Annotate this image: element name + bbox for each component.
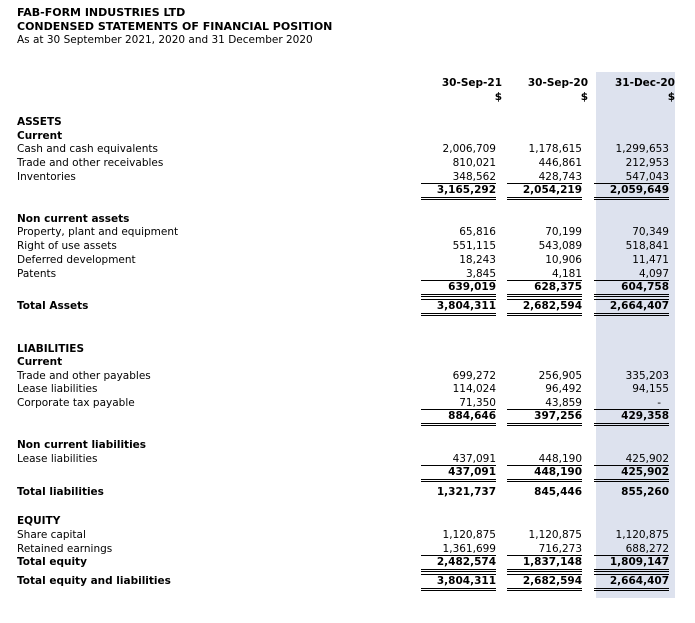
subtotal-cell: 437,091 xyxy=(421,465,496,482)
value-cell: 94,155 xyxy=(632,383,669,395)
total-cell: 2,664,407 xyxy=(594,299,669,316)
subtotal-cell: 2,054,219 xyxy=(507,183,582,200)
total-cell: 2,664,407 xyxy=(594,574,669,591)
total-cell: 2,682,594 xyxy=(507,574,582,591)
subtotal-cell: 1,837,148 xyxy=(507,555,582,572)
total-cell: 1,321,737 xyxy=(436,486,496,498)
total-cell: 855,260 xyxy=(621,486,669,498)
subtotal-cell: 884,646 xyxy=(421,409,496,426)
total-cell: 3,804,311 xyxy=(421,299,496,316)
value-cell: 10,906 xyxy=(545,254,582,266)
row-label-inventories: Inventories xyxy=(17,171,76,183)
value-cell: 1,361,699 xyxy=(442,543,496,555)
subtotal-cell: 2,482,574 xyxy=(421,555,496,572)
row-label-total-assets: Total Assets xyxy=(17,300,89,312)
row-label-receivables: Trade and other receivables xyxy=(17,157,164,169)
row-label-deferred-development: Deferred development xyxy=(17,254,136,266)
value-cell: 1,299,653 xyxy=(615,143,669,155)
subtotal-cell: 1,809,147 xyxy=(594,555,669,572)
value-cell: 2,006,709 xyxy=(442,143,496,155)
subtotal-cell: 425,902 xyxy=(594,465,669,482)
subtotal-cell: 2,059,649 xyxy=(594,183,669,200)
value-cell: 688,272 xyxy=(625,543,669,555)
value-cell: 71,350 xyxy=(459,397,496,409)
subtotal-cell: 3,165,292 xyxy=(421,183,496,200)
value-cell: 1,120,875 xyxy=(615,529,669,541)
row-label-share-capital: Share capital xyxy=(17,529,86,541)
value-cell: 18,243 xyxy=(459,254,496,266)
subtotal-cell: 639,019 xyxy=(421,280,496,297)
value-cell: 425,902 xyxy=(625,453,669,465)
heading-non-current-assets: Non current assets xyxy=(17,213,130,225)
subtotal-cell: 429,358 xyxy=(594,409,669,426)
value-cell: 446,861 xyxy=(538,157,582,169)
company-name: FAB-FORM INDUSTRIES LTD xyxy=(17,6,186,19)
column-header-sep21: 30-Sep-21 xyxy=(441,77,502,89)
value-cell: 437,091 xyxy=(452,453,496,465)
heading-current-liabilities: Current xyxy=(17,356,63,368)
value-cell: 518,841 xyxy=(625,240,669,252)
value-cell: 11,471 xyxy=(632,254,669,266)
heading-equity: EQUITY xyxy=(17,515,61,527)
row-label-retained-earnings: Retained earnings xyxy=(17,543,113,555)
value-cell: 3,845 xyxy=(465,268,496,280)
value-cell: 1,120,875 xyxy=(528,529,582,541)
value-cell: 256,905 xyxy=(538,370,582,382)
row-label-payables: Trade and other payables xyxy=(17,370,151,382)
column-header-sep20: 30-Sep-20 xyxy=(527,77,588,89)
row-label-cash: Cash and cash equivalents xyxy=(17,143,158,155)
row-label-ppe: Property, plant and equipment xyxy=(17,226,179,238)
heading-non-current-liabilities: Non current liabilities xyxy=(17,439,147,451)
column-unit-dec20: $ xyxy=(667,91,675,103)
value-cell: 4,097 xyxy=(638,268,669,280)
value-cell: 699,272 xyxy=(452,370,496,382)
subtotal-cell: 628,375 xyxy=(507,280,582,297)
statement-title: CONDENSED STATEMENTS OF FINANCIAL POSITION xyxy=(17,20,333,33)
value-cell: 43,859 xyxy=(545,397,582,409)
value-cell: 70,349 xyxy=(632,226,669,238)
value-cell: 547,043 xyxy=(625,171,669,183)
value-cell: 70,199 xyxy=(545,226,582,238)
total-cell: 3,804,311 xyxy=(421,574,496,591)
subtotal-cell: 448,190 xyxy=(507,465,582,482)
value-cell: 65,816 xyxy=(459,226,496,238)
statement-date-range: As at 30 September 2021, 2020 and 31 December 2020 xyxy=(17,34,313,46)
value-cell: 810,021 xyxy=(452,157,496,169)
heading-current-assets: Current xyxy=(17,130,63,142)
row-label-tax-payable: Corporate tax payable xyxy=(17,397,135,409)
value-cell: 114,024 xyxy=(452,383,496,395)
heading-liabilities: LIABILITIES xyxy=(17,343,85,355)
value-cell: 1,120,875 xyxy=(442,529,496,541)
value-cell: 335,203 xyxy=(625,370,669,382)
value-cell: 716,273 xyxy=(538,543,582,555)
column-unit-sep20: $ xyxy=(580,91,588,103)
total-cell: 2,682,594 xyxy=(507,299,582,316)
subtotal-cell: 397,256 xyxy=(507,409,582,426)
row-label-right-of-use: Right of use assets xyxy=(17,240,117,252)
row-label-lease-current: Lease liabilities xyxy=(17,383,98,395)
value-cell: 1,178,615 xyxy=(528,143,582,155)
heading-assets: ASSETS xyxy=(17,116,62,128)
row-label-total-liabilities: Total liabilities xyxy=(17,486,104,498)
row-label-total-equity: Total equity xyxy=(17,556,87,568)
value-cell: 212,953 xyxy=(625,157,669,169)
value-cell: 448,190 xyxy=(538,453,582,465)
row-label-total-equity-and-liabilities: Total equity and liabilities xyxy=(17,575,171,587)
value-cell: - xyxy=(657,397,661,409)
column-unit-sep21: $ xyxy=(494,91,502,103)
value-cell: 428,743 xyxy=(538,171,582,183)
row-label-patents: Patents xyxy=(17,268,57,280)
subtotal-cell: 604,758 xyxy=(594,280,669,297)
value-cell: 543,089 xyxy=(538,240,582,252)
value-cell: 348,562 xyxy=(452,171,496,183)
value-cell: 4,181 xyxy=(551,268,582,280)
total-cell: 845,446 xyxy=(534,486,582,498)
column-header-dec20: 31-Dec-20 xyxy=(614,77,675,89)
row-label-lease-non-current: Lease liabilities xyxy=(17,453,98,465)
value-cell: 96,492 xyxy=(545,383,582,395)
value-cell: 551,115 xyxy=(452,240,496,252)
